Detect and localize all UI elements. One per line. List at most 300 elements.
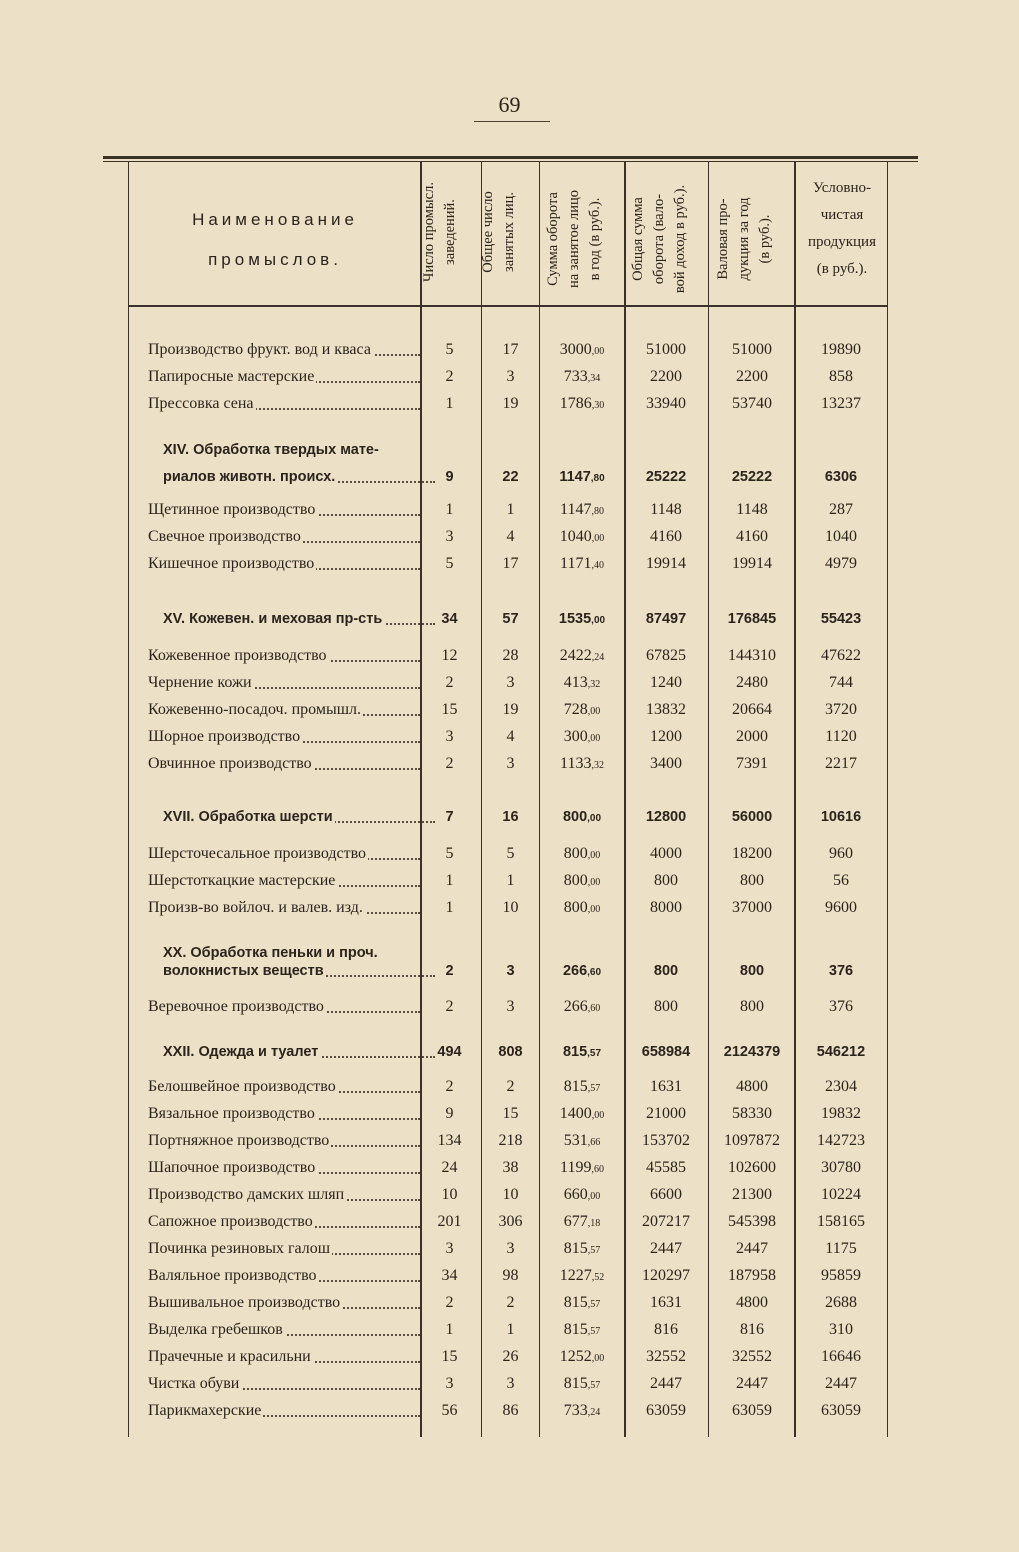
cell-persons: 4 bbox=[506, 528, 515, 545]
cell-gross-production: 4800 bbox=[736, 1078, 768, 1095]
turnover-decimals: ,32 bbox=[587, 679, 601, 690]
cell-net-production: 287 bbox=[829, 501, 853, 518]
cell-establishments: 5 bbox=[445, 341, 454, 358]
header-text: продукция bbox=[808, 234, 876, 250]
cell-establishments: 2 bbox=[445, 368, 454, 385]
cell-total-turnover: 32552 bbox=[646, 1348, 686, 1365]
row-name-text: Кожевенное производство bbox=[148, 647, 327, 664]
cell-establishments: 2 bbox=[445, 963, 454, 979]
cell-turnover-per-person bbox=[541, 1182, 623, 1208]
cell-total-turnover: 1240 bbox=[650, 674, 682, 691]
table-row bbox=[128, 895, 888, 921]
row-name-text: Свечное производство bbox=[148, 528, 301, 545]
cell-gross-production: 53740 bbox=[732, 395, 772, 412]
row-name-text: Прессовка сена bbox=[148, 395, 254, 412]
cell-net-production: 158165 bbox=[817, 1213, 865, 1230]
row-name bbox=[148, 895, 420, 921]
cell-total-turnover: 19914 bbox=[646, 555, 686, 572]
table-top-rule bbox=[103, 156, 918, 159]
row-name-line1: XIV. Обработка твердых мате- bbox=[163, 442, 379, 458]
turnover-decimals: ,00 bbox=[587, 1191, 601, 1202]
cell-persons: 57 bbox=[502, 611, 519, 627]
cell-persons: 3 bbox=[506, 1375, 515, 1392]
header-text: Валовая про- bbox=[715, 198, 731, 280]
cell-establishments: 201 bbox=[437, 1213, 462, 1230]
page-number-rule bbox=[474, 121, 550, 122]
turnover-integer: 815 bbox=[563, 1321, 588, 1338]
cell-establishments: 134 bbox=[437, 1132, 462, 1149]
cell-net-production: 19832 bbox=[821, 1105, 861, 1122]
turnover-integer: 800 bbox=[563, 899, 588, 916]
cell-persons: 3 bbox=[506, 1240, 515, 1257]
header-text: чистая bbox=[820, 207, 864, 223]
row-name-line1: XX. Обработка пеньки и проч. bbox=[163, 945, 378, 961]
cell-net-production: 3720 bbox=[825, 701, 857, 718]
cell-turnover-per-person bbox=[541, 1317, 623, 1343]
turnover-decimals: ,00 bbox=[591, 533, 605, 544]
table-row bbox=[128, 1074, 888, 1100]
row-name-text: Шерстоткацкие мастерские bbox=[148, 872, 336, 889]
turnover-decimals: ,80 bbox=[591, 506, 604, 517]
turnover-integer: 815 bbox=[563, 1078, 588, 1095]
turnover-decimals: ,30 bbox=[591, 400, 605, 411]
cell-total-turnover: 25222 bbox=[645, 469, 687, 485]
row-name bbox=[148, 994, 420, 1020]
cell-persons: 3 bbox=[506, 368, 515, 385]
cell-persons: 1 bbox=[506, 872, 515, 889]
turnover-decimals: ,00 bbox=[587, 813, 602, 824]
cell-gross-production: 187958 bbox=[728, 1267, 776, 1284]
header-text: Общее число bbox=[480, 191, 496, 273]
table-row bbox=[128, 1155, 888, 1181]
cell-total-turnover: 51000 bbox=[646, 341, 686, 358]
table-row bbox=[128, 1317, 888, 1343]
cell-persons: 2 bbox=[506, 1294, 515, 1311]
table-row bbox=[128, 1209, 888, 1235]
row-name-text: Прачечные и красильни bbox=[148, 1348, 311, 1365]
table-row bbox=[128, 1236, 888, 1262]
table-row bbox=[128, 994, 888, 1020]
table-row bbox=[128, 643, 888, 669]
cell-persons: 22 bbox=[502, 469, 519, 485]
header-text: Условно- bbox=[812, 180, 872, 196]
cell-total-turnover: 13832 bbox=[646, 701, 686, 718]
row-name bbox=[148, 1398, 420, 1424]
cell-persons: 26 bbox=[502, 1348, 519, 1365]
cell-turnover-per-person bbox=[541, 391, 623, 417]
turnover-decimals: ,00 bbox=[587, 706, 601, 717]
cell-gross-production: 63059 bbox=[732, 1402, 772, 1419]
row-name bbox=[163, 958, 435, 984]
cell-persons: 17 bbox=[502, 555, 519, 572]
turnover-decimals: ,00 bbox=[587, 850, 601, 861]
row-name bbox=[148, 1182, 420, 1208]
section-row bbox=[128, 606, 888, 632]
cell-establishments: 2 bbox=[445, 998, 454, 1015]
cell-establishments: 34 bbox=[441, 1267, 458, 1284]
section-row bbox=[128, 804, 888, 830]
turnover-decimals: ,52 bbox=[591, 1272, 605, 1283]
cell-persons: 38 bbox=[502, 1159, 519, 1176]
cell-persons: 3 bbox=[506, 963, 515, 979]
cell-gross-production: 18200 bbox=[732, 845, 772, 862]
cell-turnover-per-person bbox=[541, 1209, 623, 1235]
cell-turnover-per-person bbox=[541, 1074, 623, 1100]
turnover-integer: 1786 bbox=[559, 395, 592, 412]
cell-gross-production: 4160 bbox=[736, 528, 768, 545]
header-col-turnover-per-person bbox=[543, 169, 621, 309]
row-name-text: Сапожное производство bbox=[148, 1213, 313, 1230]
cell-gross-production: 32552 bbox=[732, 1348, 772, 1365]
table-row bbox=[128, 697, 888, 723]
row-name-text: Портняжное производство bbox=[148, 1132, 330, 1149]
row-name-text: Парикмахерские bbox=[148, 1402, 262, 1419]
cell-net-production: 1040 bbox=[825, 528, 857, 545]
cell-establishments: 7 bbox=[445, 809, 454, 825]
cell-persons: 19 bbox=[502, 701, 519, 718]
table-row bbox=[128, 868, 888, 894]
cell-turnover-per-person bbox=[541, 1344, 623, 1370]
cell-total-turnover: 2447 bbox=[650, 1240, 682, 1257]
row-name bbox=[148, 670, 420, 696]
header-text: занятых лиц. bbox=[501, 192, 517, 272]
turnover-integer: 1040 bbox=[559, 528, 592, 545]
turnover-integer: 660 bbox=[563, 1186, 588, 1203]
turnover-integer: 733 bbox=[563, 1402, 588, 1419]
cell-total-turnover: 3400 bbox=[650, 755, 682, 772]
section-row bbox=[128, 958, 888, 984]
cell-gross-production: 2000 bbox=[736, 728, 768, 745]
turnover-decimals: ,00 bbox=[591, 615, 606, 626]
turnover-decimals: ,18 bbox=[587, 1218, 601, 1229]
row-name bbox=[148, 337, 420, 363]
cell-establishments: 494 bbox=[437, 1044, 462, 1060]
cell-turnover-per-person bbox=[541, 994, 623, 1020]
cell-net-production: 6306 bbox=[824, 469, 858, 485]
table-row bbox=[128, 841, 888, 867]
cell-total-turnover: 1148 bbox=[650, 501, 682, 518]
cell-establishments: 5 bbox=[445, 845, 454, 862]
row-name-text: Производство фрукт. вод и кваса bbox=[148, 341, 371, 358]
cell-turnover-per-person bbox=[541, 337, 623, 363]
cell-net-production: 310 bbox=[829, 1321, 853, 1338]
header-name-line2: промыслов. bbox=[208, 250, 342, 269]
row-name bbox=[148, 551, 420, 577]
turnover-decimals: ,40 bbox=[591, 560, 604, 571]
cell-gross-production: 1097872 bbox=[724, 1132, 780, 1149]
row-name-text: Шерсточесальное производство bbox=[148, 845, 367, 862]
cell-net-production: 30780 bbox=[821, 1159, 861, 1176]
cell-establishments: 12 bbox=[441, 647, 458, 664]
cell-total-turnover: 1631 bbox=[650, 1294, 682, 1311]
cell-turnover-per-person bbox=[541, 464, 623, 490]
cell-establishments: 3 bbox=[445, 1375, 454, 1392]
row-name-text: Выделка гребешков bbox=[148, 1321, 283, 1338]
cell-turnover-per-person bbox=[541, 670, 623, 696]
header-text: Число промысл. bbox=[421, 182, 437, 282]
cell-turnover-per-person bbox=[541, 841, 623, 867]
cell-total-turnover: 207217 bbox=[642, 1213, 690, 1230]
turnover-decimals: ,00 bbox=[591, 346, 605, 357]
cell-net-production: 4979 bbox=[825, 555, 857, 572]
cell-persons: 17 bbox=[502, 341, 519, 358]
turnover-decimals: ,57 bbox=[587, 1299, 601, 1310]
row-name bbox=[148, 751, 420, 777]
cell-total-turnover: 33940 bbox=[646, 395, 686, 412]
cell-establishments: 56 bbox=[441, 1402, 458, 1419]
cell-net-production: 2447 bbox=[825, 1375, 857, 1392]
cell-establishments: 1 bbox=[445, 395, 454, 412]
cell-persons: 10 bbox=[502, 899, 519, 916]
cell-turnover-per-person bbox=[541, 1236, 623, 1262]
table-row bbox=[128, 1101, 888, 1127]
cell-establishments: 15 bbox=[441, 1348, 458, 1365]
cell-establishments: 2 bbox=[445, 1294, 454, 1311]
turnover-integer: 3000 bbox=[559, 341, 592, 358]
cell-gross-production: 58330 bbox=[732, 1105, 772, 1122]
table-row bbox=[128, 670, 888, 696]
row-name-text: Починка резиновых галош bbox=[148, 1240, 331, 1257]
cell-gross-production: 800 bbox=[740, 872, 764, 889]
turnover-decimals: ,57 bbox=[587, 1083, 601, 1094]
row-name-text: Щетинное производство bbox=[148, 501, 316, 518]
cell-persons: 1 bbox=[506, 501, 515, 518]
cell-turnover-per-person bbox=[541, 697, 623, 723]
cell-total-turnover: 8000 bbox=[650, 899, 682, 916]
row-name-text: Производство дамских шляп bbox=[148, 1186, 345, 1203]
cell-total-turnover: 816 bbox=[654, 1321, 678, 1338]
header-col-establishments bbox=[419, 162, 483, 302]
table-row bbox=[128, 391, 888, 417]
cell-gross-production: 102600 bbox=[728, 1159, 776, 1176]
turnover-integer: 1133 bbox=[560, 755, 592, 772]
row-name-text: Шапочное производство bbox=[148, 1159, 316, 1176]
cell-net-production: 858 bbox=[829, 368, 853, 385]
cell-turnover-per-person bbox=[541, 551, 623, 577]
cell-persons: 4 bbox=[506, 728, 515, 745]
row-name bbox=[148, 1101, 420, 1127]
row-name bbox=[163, 804, 435, 830]
cell-gross-production: 37000 bbox=[732, 899, 772, 916]
cell-net-production: 546212 bbox=[816, 1044, 866, 1060]
row-name-text: Чернение кожи bbox=[148, 674, 252, 691]
cell-net-production: 2688 bbox=[825, 1294, 857, 1311]
turnover-decimals: ,57 bbox=[587, 1245, 601, 1256]
row-name bbox=[163, 1039, 435, 1065]
cell-turnover-per-person bbox=[541, 364, 623, 390]
cell-persons: 16 bbox=[502, 809, 519, 825]
turnover-integer: 728 bbox=[563, 701, 588, 718]
row-name-text: XVII. Обработка шерсти bbox=[163, 809, 333, 825]
cell-net-production: 744 bbox=[829, 674, 853, 691]
turnover-integer: 300 bbox=[563, 728, 588, 745]
cell-persons: 2 bbox=[506, 1078, 515, 1095]
row-name bbox=[148, 1290, 420, 1316]
header-text: оборота (вало- bbox=[651, 193, 667, 285]
row-name bbox=[148, 724, 420, 750]
cell-persons: 3 bbox=[506, 755, 515, 772]
turnover-integer: 1147 bbox=[559, 469, 591, 485]
cell-establishments: 9 bbox=[445, 1105, 454, 1122]
table-row bbox=[128, 337, 888, 363]
cell-establishments: 3 bbox=[445, 1240, 454, 1257]
cell-persons: 19 bbox=[502, 395, 519, 412]
cell-total-turnover: 2447 bbox=[650, 1375, 682, 1392]
cell-net-production: 960 bbox=[829, 845, 853, 862]
cell-establishments: 9 bbox=[445, 469, 454, 485]
cell-persons: 808 bbox=[498, 1044, 523, 1060]
cell-establishments: 1 bbox=[445, 1321, 454, 1338]
header-col-net-production bbox=[797, 175, 887, 283]
cell-total-turnover: 120297 bbox=[642, 1267, 690, 1284]
cell-turnover-per-person bbox=[541, 868, 623, 894]
row-name bbox=[148, 364, 420, 390]
section-row bbox=[128, 464, 888, 490]
row-name bbox=[148, 1236, 420, 1262]
cell-turnover-per-person bbox=[541, 497, 623, 523]
row-name bbox=[163, 606, 435, 632]
cell-gross-production: 1148 bbox=[736, 501, 768, 518]
row-name bbox=[148, 391, 420, 417]
cell-total-turnover: 153702 bbox=[642, 1132, 690, 1149]
turnover-integer: 1199 bbox=[560, 1159, 592, 1176]
turnover-integer: 800 bbox=[563, 845, 588, 862]
table-row bbox=[128, 1344, 888, 1370]
page-number: 69 bbox=[498, 92, 521, 117]
turnover-decimals: ,34 bbox=[587, 373, 601, 384]
cell-net-production: 2217 bbox=[825, 755, 857, 772]
turnover-decimals: ,32 bbox=[591, 760, 604, 771]
turnover-integer: 800 bbox=[563, 872, 588, 889]
row-name-text: волокнистых веществ bbox=[163, 963, 324, 979]
cell-turnover-per-person bbox=[541, 606, 623, 632]
turnover-integer: 1400 bbox=[559, 1105, 592, 1122]
row-name bbox=[148, 524, 420, 550]
row-name-text: Вышивальное производство bbox=[148, 1294, 341, 1311]
cell-total-turnover: 658984 bbox=[641, 1044, 691, 1060]
header-name-line1: Наименование bbox=[192, 210, 358, 229]
row-name bbox=[148, 841, 420, 867]
turnover-decimals: ,00 bbox=[591, 1110, 605, 1121]
cell-gross-production: 2447 bbox=[736, 1375, 768, 1392]
cell-net-production: 376 bbox=[829, 998, 853, 1015]
table-row bbox=[128, 364, 888, 390]
cell-gross-production: 816 bbox=[740, 1321, 764, 1338]
row-name bbox=[148, 1263, 420, 1289]
turnover-decimals: ,57 bbox=[587, 1326, 601, 1337]
cell-establishments: 5 bbox=[445, 555, 454, 572]
cell-total-turnover: 12800 bbox=[645, 809, 687, 825]
header-name bbox=[130, 200, 420, 280]
section-row bbox=[128, 1039, 888, 1065]
cell-gross-production: 25222 bbox=[731, 469, 773, 485]
row-name bbox=[148, 1155, 420, 1181]
cell-persons: 3 bbox=[506, 674, 515, 691]
cell-gross-production: 56000 bbox=[731, 809, 773, 825]
cell-turnover-per-person bbox=[541, 1371, 623, 1397]
row-name-text: Кожевенно-посадоч. промышл. bbox=[148, 701, 362, 718]
row-name-text: Папиросные мастерские bbox=[148, 368, 315, 385]
cell-persons: 98 bbox=[502, 1267, 519, 1284]
cell-gross-production: 51000 bbox=[732, 341, 772, 358]
cell-establishments: 3 bbox=[445, 728, 454, 745]
cell-total-turnover: 6600 bbox=[650, 1186, 682, 1203]
row-name bbox=[148, 497, 420, 523]
turnover-integer: 1535 bbox=[558, 611, 592, 627]
turnover-integer: 815 bbox=[562, 1044, 588, 1060]
cell-persons: 10 bbox=[502, 1186, 519, 1203]
cell-gross-production: 800 bbox=[739, 963, 765, 979]
turnover-decimals: ,60 bbox=[587, 967, 602, 978]
row-name bbox=[148, 697, 420, 723]
header-text: Общая сумма bbox=[630, 197, 646, 281]
cell-establishments: 24 bbox=[441, 1159, 458, 1176]
cell-net-production: 376 bbox=[828, 963, 854, 979]
row-name-text: риалов животн. происх. bbox=[163, 469, 336, 485]
table-row bbox=[128, 1182, 888, 1208]
cell-total-turnover: 800 bbox=[654, 998, 678, 1015]
cell-net-production: 56 bbox=[833, 872, 849, 889]
row-name bbox=[148, 1344, 420, 1370]
cell-turnover-per-person bbox=[541, 724, 623, 750]
turnover-integer: 531 bbox=[563, 1132, 588, 1149]
header-text: (в руб.). bbox=[757, 214, 773, 264]
turnover-integer: 2422 bbox=[559, 647, 592, 664]
cell-total-turnover: 45585 bbox=[646, 1159, 686, 1176]
cell-gross-production: 2200 bbox=[736, 368, 768, 385]
turnover-integer: 266 bbox=[562, 963, 588, 979]
cell-turnover-per-person bbox=[541, 958, 623, 984]
cell-net-production: 16646 bbox=[821, 1348, 861, 1365]
cell-total-turnover: 87497 bbox=[645, 611, 687, 627]
cell-persons: 3 bbox=[506, 998, 515, 1015]
cell-total-turnover: 63059 bbox=[646, 1402, 686, 1419]
table-row bbox=[128, 751, 888, 777]
cell-turnover-per-person bbox=[541, 643, 623, 669]
cell-gross-production: 7391 bbox=[736, 755, 768, 772]
header-col-persons bbox=[478, 162, 542, 302]
cell-gross-production: 20664 bbox=[732, 701, 772, 718]
cell-establishments: 1 bbox=[445, 501, 454, 518]
turnover-decimals: ,60 bbox=[591, 1164, 604, 1175]
turnover-decimals: ,66 bbox=[587, 1137, 601, 1148]
cell-turnover-per-person bbox=[541, 1398, 623, 1424]
cell-gross-production: 2480 bbox=[736, 674, 768, 691]
cell-establishments: 1 bbox=[445, 872, 454, 889]
row-name bbox=[163, 464, 435, 490]
cell-persons: 306 bbox=[498, 1213, 523, 1230]
cell-gross-production: 21300 bbox=[732, 1186, 772, 1203]
cell-net-production: 95859 bbox=[821, 1267, 861, 1284]
cell-persons: 86 bbox=[502, 1402, 519, 1419]
row-name bbox=[148, 868, 420, 894]
cell-total-turnover: 4000 bbox=[650, 845, 682, 862]
row-name bbox=[148, 1209, 420, 1235]
turnover-integer: 1252 bbox=[559, 1348, 592, 1365]
row-name bbox=[148, 1317, 420, 1343]
turnover-integer: 815 bbox=[563, 1240, 588, 1257]
table-row bbox=[128, 1290, 888, 1316]
row-name-text: Чистка обуви bbox=[148, 1375, 240, 1392]
cell-gross-production: 144310 bbox=[728, 647, 776, 664]
turnover-integer: 815 bbox=[563, 1375, 588, 1392]
cell-turnover-per-person bbox=[541, 895, 623, 921]
turnover-integer: 800 bbox=[562, 809, 588, 825]
header-text: Сумма оборота bbox=[545, 192, 561, 286]
table-row bbox=[128, 1128, 888, 1154]
turnover-decimals: ,00 bbox=[587, 904, 601, 915]
cell-net-production: 10616 bbox=[820, 809, 862, 825]
